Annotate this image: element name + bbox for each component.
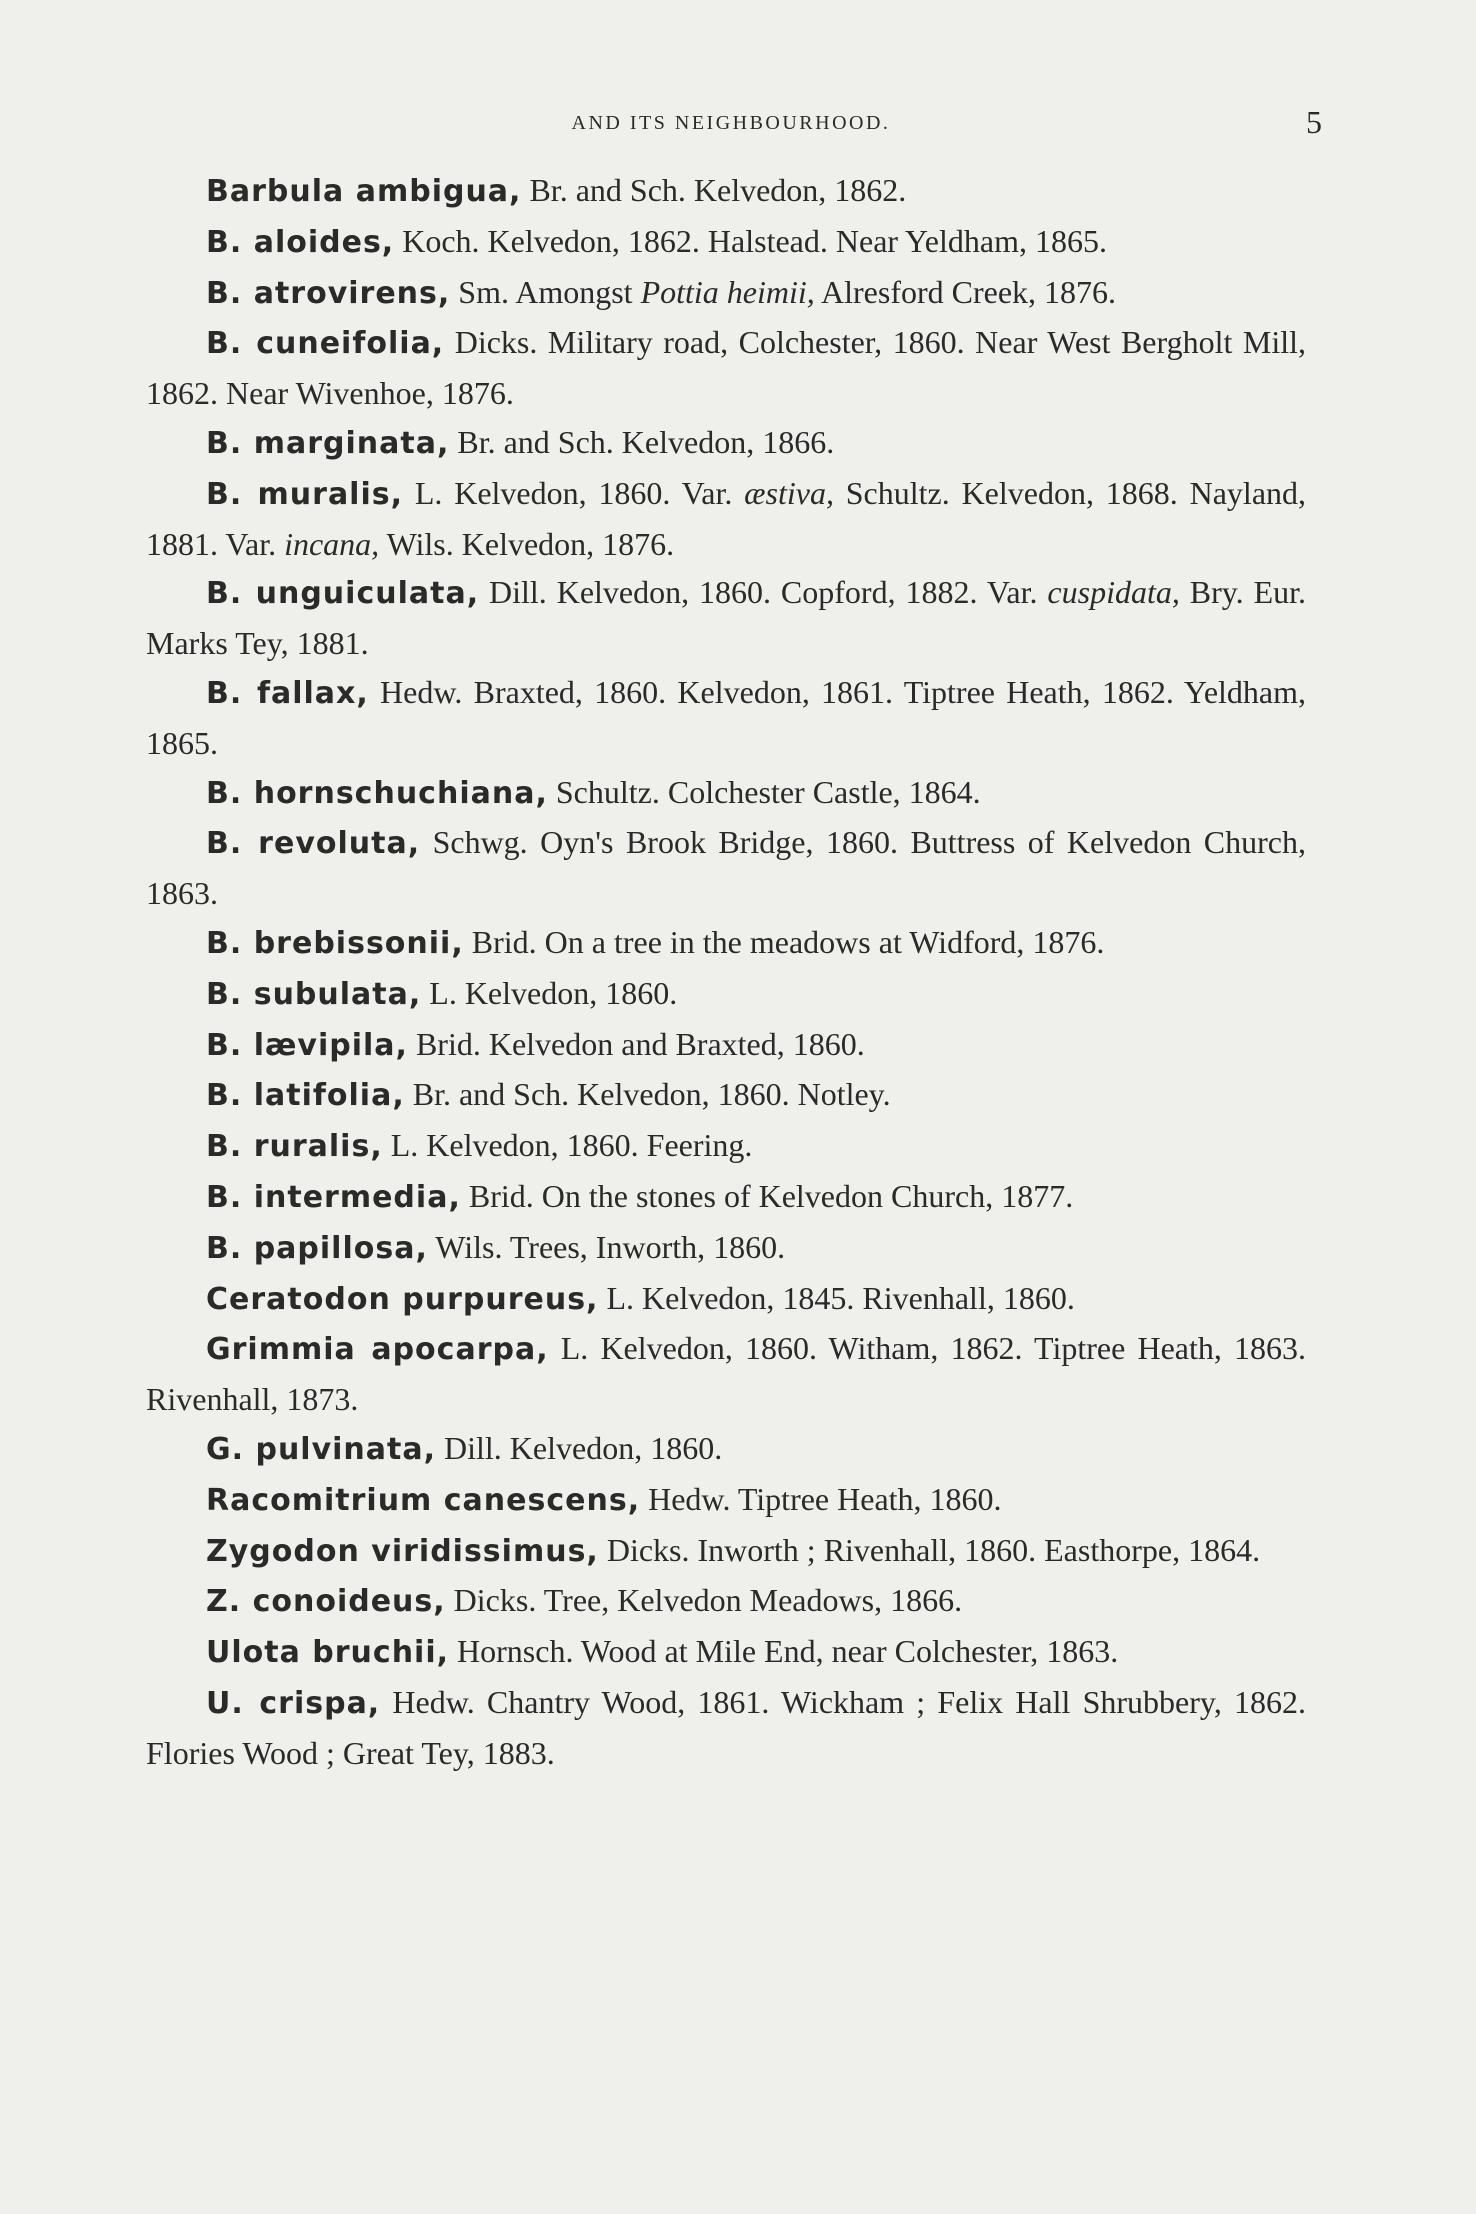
list-item (146, 1070, 1306, 1121)
list-item (146, 469, 1306, 569)
entry-text: L. Kelvedon, 1860. Witham, 1862. Tiptree Heath, 1863. Rivenhall, 1873. (146, 1330, 1306, 1418)
species-name: B. brebissonii, (206, 925, 464, 961)
species-name: Z. conoideus, (206, 1584, 446, 1620)
entry-text: Hedw. Chantry Wood, 1861. Wickham ; Felix Hall Shrubbery, 1862. Flories Wood ; Great Tey, 1883. (146, 1683, 1306, 1771)
list-item (146, 818, 1306, 918)
entry-text: Br. and Sch. Kelvedon, 1866. (449, 423, 835, 460)
species-name: B. cuneifolia, (206, 326, 445, 362)
entry-text: Hedw. Braxted, 1860. Kelvedon, 1861. Tiptree Heath, 1862. Yeldham, 1865. (146, 673, 1307, 761)
list-item (146, 1526, 1306, 1577)
italic-text: incana, (284, 525, 380, 562)
species-name: B. intermedia, (206, 1179, 461, 1215)
entry-text: Bry. Eur. Marks Tey, 1881. (146, 574, 1307, 662)
list-item (146, 166, 1306, 217)
species-name: Racomitrium canescens, (206, 1482, 641, 1518)
list-item (146, 768, 1306, 819)
italic-text: Pottia heimii, (640, 273, 815, 310)
entry-text: Schultz. Colchester Castle, 1864. (547, 773, 981, 810)
species-name: B. papillosa, (206, 1230, 428, 1266)
entry-text: Dill. Kelvedon, 1860. (436, 1429, 723, 1466)
species-name: B. subulata, (206, 976, 422, 1012)
entry-text: L. Kelvedon, 1860. Var. (403, 474, 745, 511)
species-name: Grimmia apocarpa, (206, 1332, 549, 1368)
species-name: G. pulvinata, (206, 1431, 437, 1467)
list-item (146, 217, 1306, 268)
list-item (146, 1627, 1306, 1678)
list-item (146, 969, 1306, 1020)
entry-text: L. Kelvedon, 1860. Feering. (382, 1127, 753, 1164)
list-item (146, 918, 1306, 969)
entry-text: Schwg. Oyn's Brook Bridge, 1860. Buttress of Kelvedon Church, 1863. (146, 824, 1307, 912)
list-item (146, 1678, 1306, 1778)
entry-text: Sm. Amongst (450, 273, 641, 310)
entry-text: Brid. On the stones of Kelvedon Church, 1877. (460, 1177, 1074, 1214)
list-item (146, 568, 1306, 668)
species-name: B. unguiculata, (206, 576, 480, 612)
species-name: B. muralis, (206, 476, 404, 512)
species-name: B. latifolia, (206, 1078, 405, 1114)
species-name: B. aloides, (206, 224, 395, 260)
entry-text: Hedw. Tiptree Heath, 1860. (640, 1480, 1002, 1517)
list-item (146, 668, 1306, 768)
list-item (146, 1424, 1306, 1475)
entry-text: Wils. Trees, Inworth, 1860. (427, 1228, 786, 1265)
list-item (146, 1324, 1306, 1424)
entry-text: Br. and Sch. Kelvedon, 1862. (521, 172, 907, 208)
list-item (146, 1223, 1306, 1274)
list-item (146, 1121, 1306, 1172)
species-name: Zygodon viridissimus, (206, 1533, 599, 1569)
list-item (146, 318, 1306, 418)
species-name: B. atrovirens, (206, 275, 451, 311)
species-name: B. ruralis, (206, 1129, 383, 1165)
species-name: Ulota bruchii, (206, 1635, 450, 1671)
entry-text: Dicks. Tree, Kelvedon Meadows, 1866. (445, 1582, 963, 1619)
list-item (146, 1576, 1306, 1627)
species-name: B. marginata, (206, 425, 450, 461)
entry-text: Alresford Creek, 1876. (814, 273, 1117, 310)
entry-text: Dicks. Military road, Colchester, 1860. Near West Bergholt Mill, 1862. Near Wivenhoe, 1876. (146, 324, 1306, 412)
list-item (146, 1475, 1306, 1526)
species-name: B. lævipila, (206, 1027, 408, 1063)
entry-text: Hornsch. Wood at Mile End, near Colchester, 1863. (449, 1633, 1119, 1670)
entry-text: Brid. Kelvedon and Braxted, 1860. (407, 1025, 865, 1062)
species-name: Ceratodon purpureus, (206, 1281, 599, 1317)
species-name: B. hornschuchiana, (206, 775, 548, 811)
entry-text: L. Kelvedon, 1845. Rivenhall, 1860. (598, 1279, 1075, 1316)
species-name: B. fallax, (206, 675, 369, 711)
entry-text: Dill. Kelvedon, 1860. Copford, 1882. Var. (479, 574, 1048, 611)
species-list (146, 166, 1306, 1778)
entry-text: Schultz. Kelvedon, 1868. Nayland, 1881. Var. (146, 474, 1307, 562)
entry-text: L. Kelvedon, 1860. (421, 974, 678, 1011)
italic-text: cuspidata, (1047, 574, 1180, 611)
list-item (146, 1172, 1306, 1223)
running-title: AND ITS NEIGHBOURHOOD. (571, 112, 891, 134)
running-head (146, 104, 1322, 144)
list-item (146, 418, 1306, 469)
entry-text: Wils. Kelvedon, 1876. (379, 525, 675, 562)
entry-text: Brid. On a tree in the meadows at Widford, 1876. (463, 923, 1105, 960)
entry-text: Koch. Kelvedon, 1862. Halstead. Near Yeldham, 1865. (394, 222, 1107, 259)
list-item (146, 1274, 1306, 1325)
list-item (146, 268, 1306, 319)
entry-text: Dicks. Inworth ; Rivenhall, 1860. Easthorpe, 1864. (598, 1531, 1261, 1568)
italic-text: æstiva, (744, 474, 834, 511)
page-number: 5 (1306, 104, 1322, 140)
species-name: B. revoluta, (206, 826, 421, 862)
entry-text: Br. and Sch. Kelvedon, 1860. Notley. (404, 1076, 891, 1113)
species-name: U. crispa, (206, 1685, 381, 1721)
species-name: Barbula ambigua, (206, 174, 522, 209)
list-item (146, 1020, 1306, 1071)
